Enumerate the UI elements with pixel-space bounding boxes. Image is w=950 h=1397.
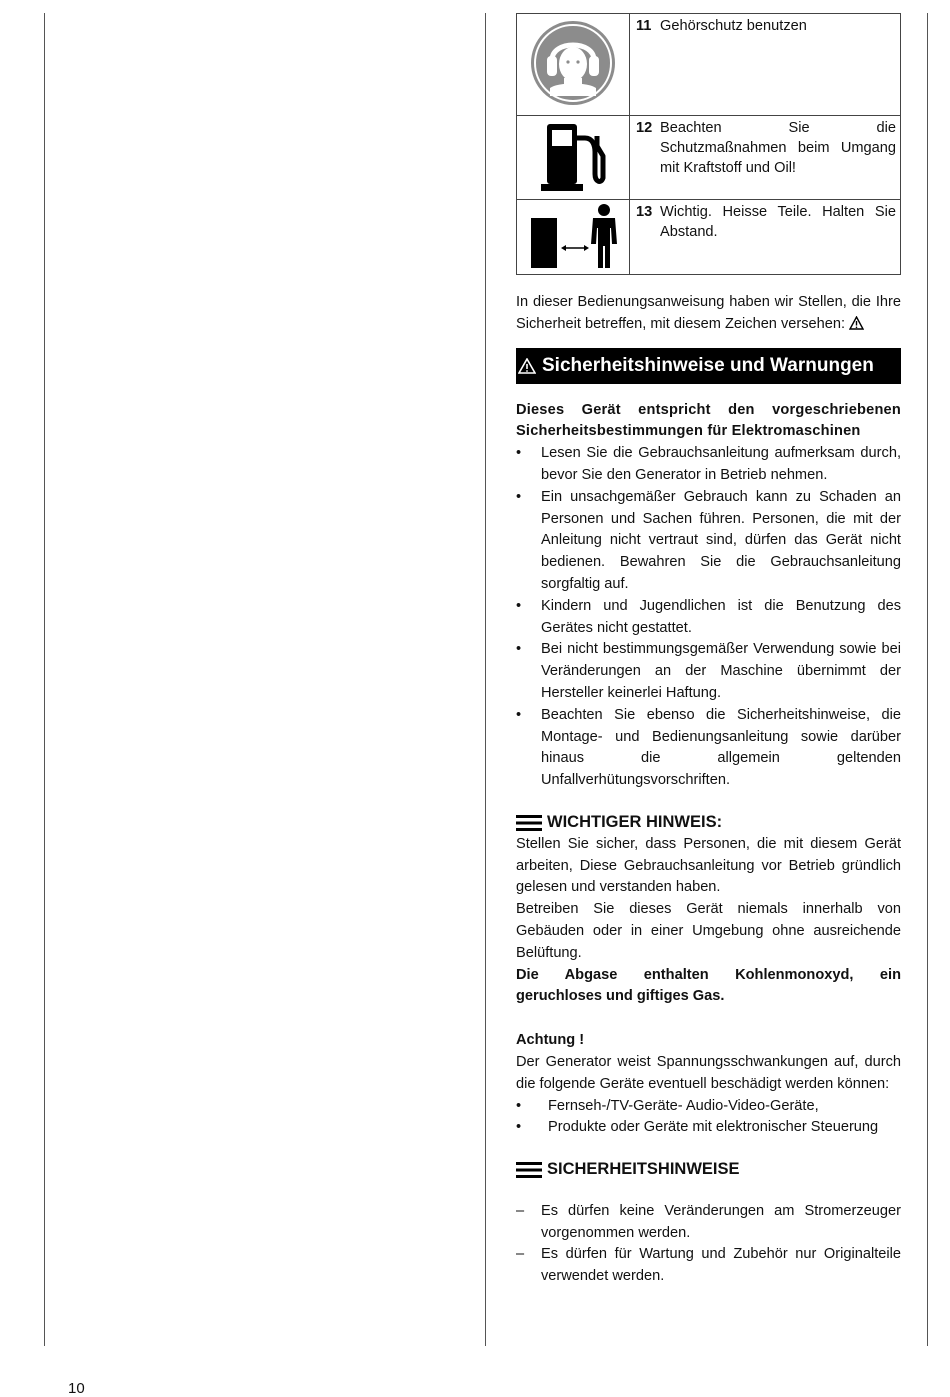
warning-triangle-icon <box>518 358 536 374</box>
compliance-statement: Dieses Gerät entspricht den vorgeschriebenen Sicherheitsbestimmungen für Elektromaschinen <box>516 401 901 440</box>
warning-triangle-icon <box>849 316 864 330</box>
list-item-text: Kindern und Jugendlichen ist die Benutzung des Gerätes nicht gestattet. <box>541 597 901 636</box>
attention-title: Achtung ! <box>516 1032 585 1049</box>
important-note-paragraph: Stellen Sie sicher, dass Personen, die mit diesem Gerät arbeiten, Diese Gebrauchsanleitung vor Betrieb gründlich gelesen und verstanden haben. <box>516 835 901 896</box>
sign-number: 11 <box>636 18 652 34</box>
sign-item <box>636 15 896 36</box>
list-item: • Kindern und Jugendlichen ist die Benutzung des Gerätes nicht gestattet. <box>516 597 901 636</box>
list-item: • Beachten Sie ebenso die Sicherheitshinweise, die Montage- und Bedienungsanleitung sowie darüber hinaus die allgemein geltenden Unfallverhütungsvorschriften. <box>516 706 901 789</box>
list-item-text: Es dürfen keine Veränderungen am Stromerzeuger vorgenommen werden. <box>541 1202 901 1241</box>
right-column <box>516 13 901 1288</box>
sign-image-cell <box>517 200 630 275</box>
list-item: • Ein unsachgemäßer Gebrauch kann zu Schaden an Personen und Sachen führen. Personen, die mit der Anleitung nicht vertraut sind, dürfen das Gerät nicht bedienen. Bewahren Sie die Gebrauchsanleitung sorgfaltig auf. <box>516 488 901 592</box>
left-margin-rule <box>44 13 45 1346</box>
list-item: – Es dürfen für Wartung und Zubehör nur Originalteile verwendet werden. <box>516 1246 901 1285</box>
sign-text-cell <box>630 116 901 200</box>
list-item: – Es dürfen keine Veränderungen am Stromerzeuger vorgenommen werden. <box>516 1202 901 1241</box>
safety-notes-list <box>516 1201 901 1288</box>
intro-paragraph <box>516 292 901 336</box>
list-item-text: Lesen Sie die Gebrauchsanleitung aufmerksam durch, bevor Sie den Generator in Betrieb nehmen. <box>541 445 901 483</box>
ear-protection-icon <box>530 20 616 106</box>
sign-text-cell <box>630 200 901 275</box>
intro-text: In dieser Bedienungsanweisung haben wir Stellen, die Ihre Sicherheit betreffen, mit diesem Zeichen versehen: <box>516 294 901 332</box>
safety-bullet-list <box>516 443 901 792</box>
sign-item <box>636 117 896 178</box>
column-divider-rule <box>485 13 486 1346</box>
sign-row <box>517 116 901 200</box>
sign-item <box>636 201 896 242</box>
sign-description: Beachten Sie die Schutzmaßnahmen beim Umgang mit Kraftstoff und Oil! <box>660 120 896 176</box>
list-item: • Bei nicht bestimmungsgemäßer Verwendung sowie bei Veränderungen an der Maschine übernimmt der Hersteller keinerlei Haftung. <box>516 641 901 701</box>
list-item: • Produkte oder Geräte mit elektronischer Steuerung <box>516 1119 879 1136</box>
sign-text-cell <box>630 14 901 116</box>
device-list <box>516 1096 901 1140</box>
sign-description: Gehörschutz benutzen <box>660 18 807 34</box>
sign-image-cell <box>517 116 630 200</box>
exhaust-warning: Die Abgase enthalten Kohlenmonoxyd, ein geruchloses und giftiges Gas. <box>516 966 901 1005</box>
list-item-text: Beachten Sie ebenso die Sicherheitshinweise, die Montage- und Bedienungsanleitung sowie darüber hinaus die allgemein geltenden Unfallverhütungsvorschriften. <box>541 706 901 789</box>
note-lines-icon <box>516 814 542 832</box>
sign-number: 12 <box>636 120 653 136</box>
list-item-text: Ein unsachgemäßer Gebrauch kann zu Schaden an Personen und Sachen führen. Personen, die mit der Anleitung nicht vertraut sind, dürfen das Gerät nicht bedienen. Bewahren Sie die Gebrauchsanleitung sorgfaltig auf. <box>541 488 901 592</box>
section-header-bar <box>516 348 901 384</box>
important-note-title: WICHTIGER HINWEIS: <box>547 812 723 831</box>
sign-image-cell <box>517 14 630 116</box>
list-item-text: Bei nicht bestimmungsgemäßer Verwendung sowie bei Veränderungen an der Maschine übernimmt der Hersteller keinerlei Haftung. <box>541 641 901 701</box>
page-number: 10 <box>68 1380 85 1397</box>
attention-text: Der Generator weist Spannungsschwankungen auf, durch die folgende Geräte eventuell beschädigt werden können: <box>516 1053 901 1092</box>
sign-row <box>517 14 901 116</box>
ventilation-paragraph: Betreiben Sie dieses Gerät niemals innerhalb von Gebäuden oder in einer Umgebung ohne ausreichende Belüftung. <box>516 901 901 961</box>
list-item-text: Fernseh-/TV-Geräte- Audio-Video-Geräte, <box>548 1097 819 1114</box>
safety-notes-heading <box>516 1159 901 1181</box>
safety-signs-table <box>516 13 901 275</box>
keep-distance-icon <box>525 204 621 270</box>
list-item-text: Produkte oder Geräte mit elektronischer Steuerung <box>548 1119 879 1136</box>
list-item-text: Es dürfen für Wartung und Zubehör nur Originalteile verwendet werden. <box>541 1246 901 1285</box>
note-lines-icon <box>516 1161 542 1179</box>
list-item: • Fernseh-/TV-Geräte- Audio-Video-Geräte, <box>516 1097 819 1114</box>
sign-row <box>517 200 901 275</box>
important-note-heading <box>516 812 901 834</box>
sign-number: 13 <box>636 204 653 220</box>
fuel-pump-icon <box>535 122 611 194</box>
list-item: • Lesen Sie die Gebrauchsanleitung aufmerksam durch, bevor Sie den Generator in Betrieb nehmen. <box>516 445 901 483</box>
right-margin-rule <box>927 13 928 1346</box>
safety-notes-title: SICHERHEITSHINWEISE <box>547 1160 740 1179</box>
section-title: Sicherheitshinweise und Warnungen <box>542 354 874 376</box>
sign-description: Wichtig. Heisse Teile. Halten Sie Abstand. <box>660 204 896 240</box>
